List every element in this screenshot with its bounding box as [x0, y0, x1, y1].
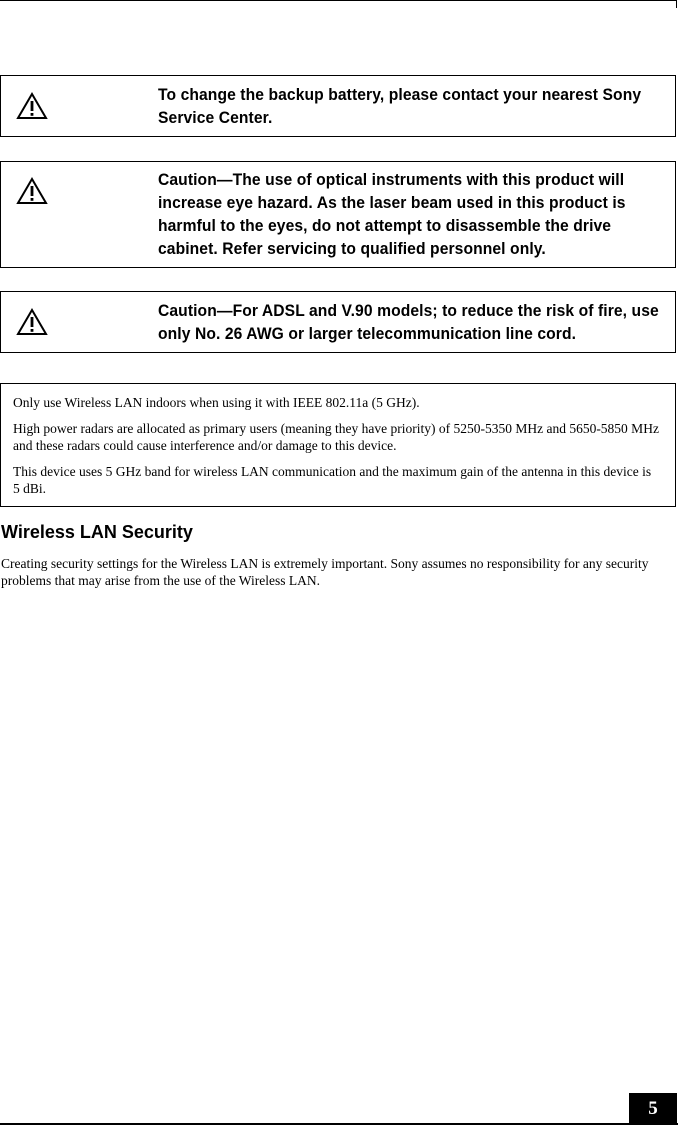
notice-paragraph: This device uses 5 GHz band for wireless LAN communication and the maximum gain of the antenna in this device is 5 dBi. [13, 464, 652, 496]
notice-paragraph: High power radars are allocated as primary users (meaning they have priority) of 5250-5350 MHz and 5650-5850 MHz and these radars could cause interference and/or damage to this device. [13, 421, 659, 453]
caution-text: To change the backup battery, please contact your nearest Sony Service Center. [158, 85, 642, 127]
caution-text: Caution—For ADSL and V.90 models; to reduce the risk of fire, use only No. 26 AWG or larger telecommunication line cord. [158, 301, 659, 343]
caution-box-adsl [0, 291, 676, 353]
warning-triangle-icon [16, 308, 48, 336]
caution-box-backup-battery [0, 75, 676, 137]
top-rule [0, 0, 677, 1]
section-heading: Wireless LAN Security [1, 522, 193, 542]
caution-text: Caution—The use of optical instruments with this product will increase eye hazard. As the laser beam used in this product is harmful to the eyes, do not attempt to disassemble the drive cabinet. Refer servicing to qualified personnel only. [158, 170, 626, 258]
caution-box-laser [0, 161, 676, 268]
warning-triangle-icon [16, 92, 48, 120]
warning-triangle-icon [16, 177, 48, 205]
page-number: 5 [629, 1093, 677, 1124]
notice-paragraph: Only use Wireless LAN indoors when using it with IEEE 802.11a (5 GHz). [13, 395, 420, 410]
bottom-rule [0, 1123, 678, 1125]
section-body: Creating security settings for the Wireless LAN is extremely important. Sony assumes no responsibility for any security problems that may arise from the use of the Wireless LAN. [1, 556, 649, 588]
top-rule-tick [676, 0, 677, 8]
wireless-lan-notice-box [0, 383, 676, 507]
